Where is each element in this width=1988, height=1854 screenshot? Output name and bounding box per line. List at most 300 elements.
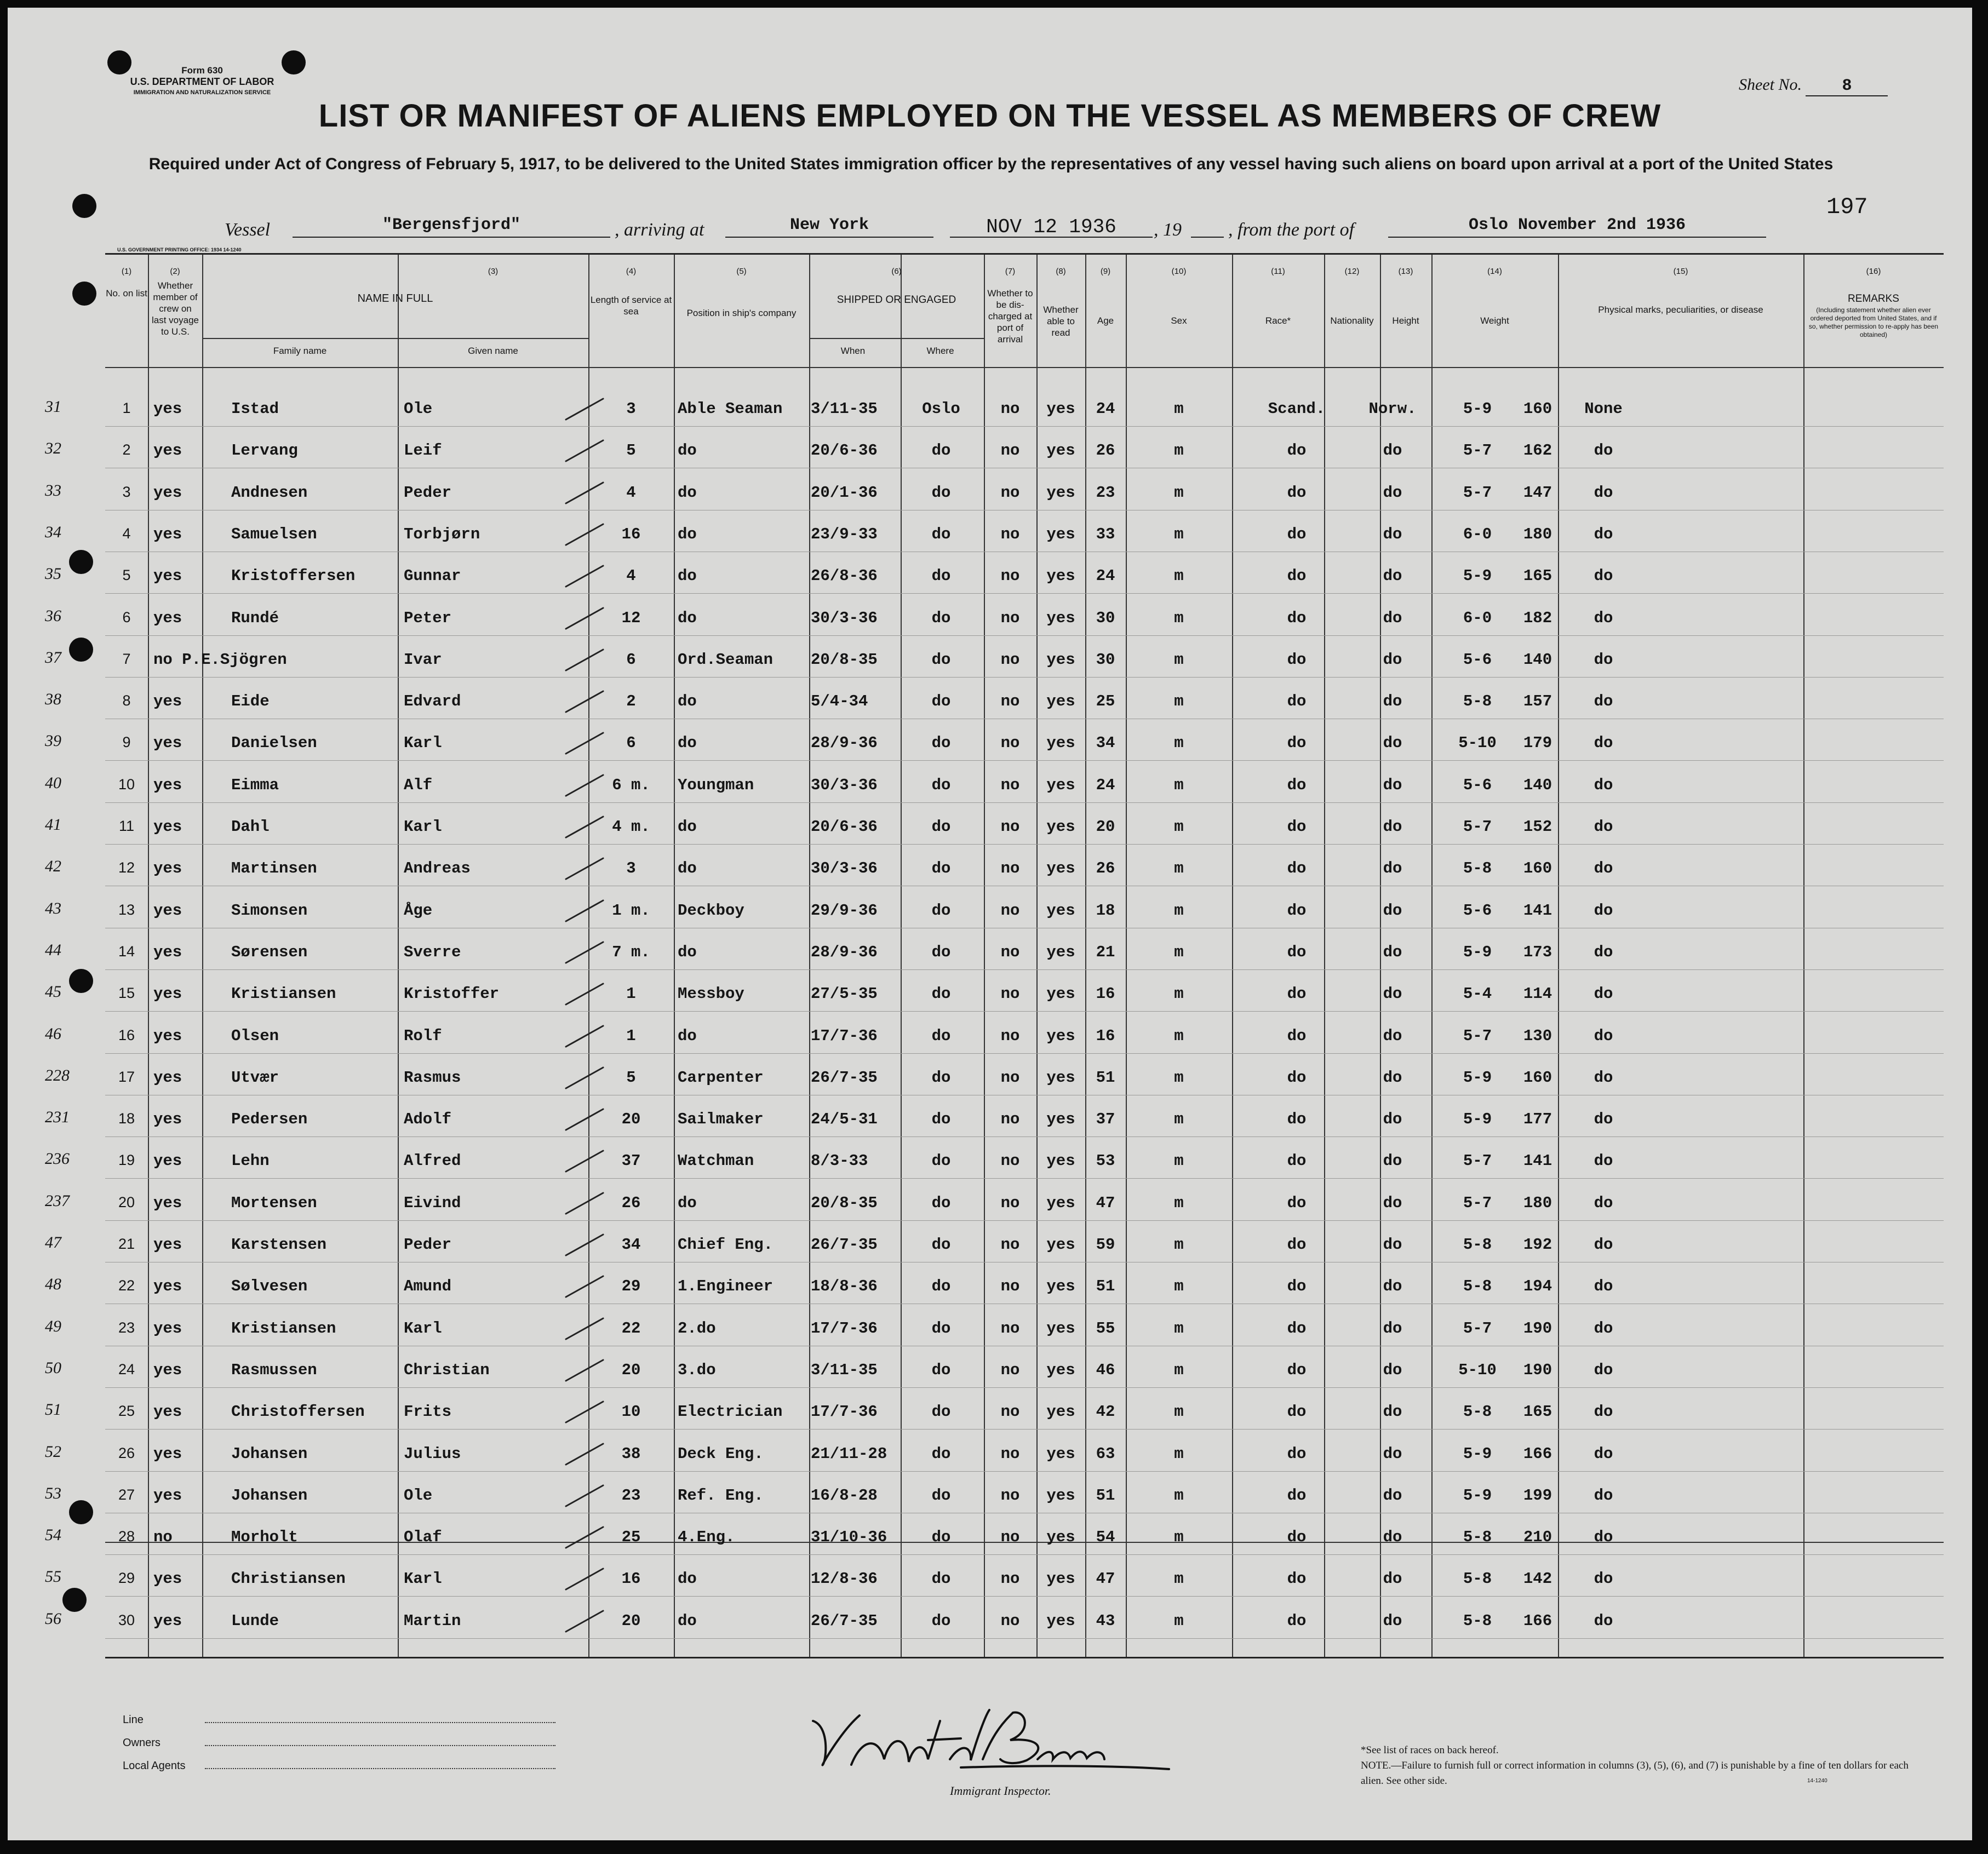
cell-discharged: no [1000,1611,1020,1630]
cell-marks: do [1594,943,1613,961]
cell-race: do [1287,1026,1307,1045]
cell-crew: yes [153,525,182,543]
cell-nationality: do [1383,1277,1402,1296]
row-rule [105,635,1944,636]
cell-weight: 190 [1523,1361,1552,1379]
cell-nationality: do [1383,1236,1402,1254]
row-rule [105,1053,1944,1054]
margin-number: 37 [45,648,61,667]
cell-read: yes [1046,483,1075,502]
col-header-nationality: Nationality [1330,315,1374,326]
margin-number: 33 [45,481,61,500]
cell-weight: 147 [1523,483,1552,502]
col-header-age: Age [1097,315,1114,326]
cell-when: 30/3-36 [811,609,878,627]
year-label: , 19 [1154,220,1182,240]
row-rule [105,593,1944,594]
row-number: 30 [118,1611,135,1628]
margin-number: 34 [45,523,61,541]
cell-marks: do [1594,985,1613,1003]
row-number: 16 [118,1026,135,1043]
agents-blank [205,1768,555,1769]
check-mark [563,1524,606,1551]
check-mark [563,772,606,799]
row-number: 22 [118,1277,135,1294]
row-number: 26 [118,1444,135,1461]
cell-where: do [931,859,951,878]
cell-family: Pedersen [231,1110,308,1129]
cell-crew: yes [153,1152,182,1170]
col-num-2: (2) [170,267,180,276]
check-mark [563,939,606,966]
cell-service: 4 [626,483,636,502]
cell-given: Karl [404,1570,442,1588]
cell-age: 51 [1096,1277,1115,1296]
cell-given: Andreas [404,859,471,878]
cell-where: do [931,1319,951,1338]
cell-discharged: no [1000,943,1020,961]
cell-position: Sailmaker [678,1110,764,1129]
cell-nationality: do [1383,1486,1402,1505]
check-mark [563,1482,606,1509]
punch-hole [69,638,93,662]
cell-when: 27/5-35 [811,985,878,1003]
cell-nationality: do [1383,901,1402,920]
cell-where: do [931,776,951,794]
cell-sex: m [1174,1110,1184,1129]
cell-race: do [1287,1236,1307,1254]
cell-discharged: no [1000,1319,1020,1338]
cell-service: 12 [621,609,641,627]
cell-crew: yes [153,859,182,878]
cell-sex: m [1174,901,1184,920]
cell-family: Johansen [231,1486,308,1505]
cell-when: 20/8-35 [811,650,878,669]
cell-crew: yes [153,734,182,753]
cell-race: do [1287,859,1307,878]
cell-crew: yes [153,985,182,1003]
cell-given: Ivar [404,650,442,669]
row-rule [105,1387,1944,1388]
cell-marks: do [1594,650,1613,669]
cell-crew: no P.E.Sjögren [153,650,287,669]
cell-read: yes [1046,1193,1075,1212]
row-number: 3 [122,483,131,500]
cell-when: 31/10-36 [811,1528,887,1547]
cell-service: 3 [626,859,636,878]
cell-discharged: no [1000,1026,1020,1045]
cell-sex: m [1174,1193,1184,1212]
row-rule [105,802,1944,803]
cell-crew: yes [153,943,182,961]
cell-family: Olsen [231,1026,279,1045]
cell-when: 26/7-35 [811,1611,878,1630]
cell-service: 20 [621,1361,641,1379]
check-mark [563,1398,606,1426]
cell-when: 3/11-35 [811,400,878,418]
col-num-14: (14) [1487,267,1502,276]
cell-weight: 114 [1523,985,1552,1003]
cell-marks: do [1594,1361,1613,1379]
cell-discharged: no [1000,776,1020,794]
cell-marks: do [1594,441,1613,460]
cell-read: yes [1046,859,1075,878]
cell-discharged: no [1000,1068,1020,1087]
cell-read: yes [1046,1361,1075,1379]
cell-age: 26 [1096,441,1115,460]
margin-number: 46 [45,1024,61,1043]
cell-weight: 130 [1523,1026,1552,1045]
cell-service: 29 [621,1277,641,1296]
margin-number: 54 [45,1526,61,1545]
cell-crew: yes [153,567,182,586]
cell-read: yes [1046,567,1075,586]
cell-nationality: do [1383,483,1402,502]
cell-when: 16/8-28 [811,1486,878,1505]
cell-discharged: no [1000,818,1020,836]
cell-service: 7 m. [612,943,650,961]
cell-when: 17/7-36 [811,1026,878,1045]
cell-race: do [1287,734,1307,753]
cell-given: Åge [404,901,433,920]
printing-office-line: U.S. GOVERNMENT PRINTING OFFICE: 1934 14-1240 [117,247,242,252]
cell-weight: 160 [1523,859,1552,878]
vessel-name: "Bergensfjord" [293,216,610,238]
cell-crew: yes [153,901,182,920]
cell-given: Sverre [404,943,461,961]
cell-sex: m [1174,943,1184,961]
check-mark [563,562,606,590]
cell-when: 20/8-35 [811,1193,878,1212]
check-mark [563,1608,606,1635]
row-number: 19 [118,1152,135,1169]
row-rule [105,1638,1944,1639]
cell-height: 5-9 [1463,567,1492,586]
cell-age: 26 [1096,859,1115,878]
cell-race: do [1287,1277,1307,1296]
cell-discharged: no [1000,483,1020,502]
margin-number: 237 [45,1191,70,1210]
cell-height: 6-0 [1463,525,1492,543]
punch-hole [69,969,93,993]
col-num-6: (6) [891,267,902,276]
cell-race: do [1287,1068,1307,1087]
cell-read: yes [1046,734,1075,753]
cell-where: do [931,692,951,711]
cell-marks: do [1594,609,1613,627]
cell-family: Utvær [231,1068,279,1087]
cell-sex: m [1174,567,1184,586]
cell-sex: m [1174,1361,1184,1379]
cell-sex: m [1174,1486,1184,1505]
cell-age: 33 [1096,525,1115,543]
cell-weight: 210 [1523,1528,1552,1547]
cell-nationality: do [1383,609,1402,627]
cell-service: 1 [626,1026,636,1045]
cell-nationality: do [1383,1403,1402,1421]
penalty-note: NOTE.—Failure to furnish full or correct information in columns (3), (5), (6), and (7) is punishable by a fine of ten dollars for each alien. See other side. [1361,1760,1909,1787]
cell-given: Alf [404,776,433,794]
cell-marks: do [1594,1277,1613,1296]
cell-sex: m [1174,525,1184,543]
cell-service: 25 [621,1528,641,1547]
cell-sex: m [1174,609,1184,627]
col-header-when: When [840,346,866,356]
cell-marks: do [1594,1319,1613,1338]
cell-race: do [1287,609,1307,627]
cell-service: 34 [621,1236,641,1254]
cell-when: 28/9-36 [811,734,878,753]
row-number: 14 [118,943,135,960]
cell-when: 5/4-34 [811,692,868,711]
cell-where: do [931,1403,951,1421]
cell-weight: 190 [1523,1319,1552,1338]
row-number: 28 [118,1528,135,1545]
service-name: IMMIGRATION AND NATURALIZATION SERVICE [133,89,271,96]
manifest-sheet [8,8,1972,1840]
cell-family: Eide [231,692,270,711]
check-mark [563,1231,606,1259]
row-number: 5 [122,567,131,584]
cell-where: Oslo [922,400,960,418]
cell-sex: m [1174,1444,1184,1463]
check-mark [563,1147,606,1175]
cell-given: Kristoffer [404,985,500,1003]
cell-sex: m [1174,441,1184,460]
col-header-family: Family name [273,346,327,356]
cell-family: Simonsen [231,901,308,920]
row-rule [105,1554,1944,1555]
cell-given: Eivind [404,1193,461,1212]
cell-given: Ole [404,400,433,418]
check-mark [563,1190,606,1217]
col-header-shipped: SHIPPED OR ENGAGED [837,294,956,306]
cell-position: Carpenter [678,1068,764,1087]
cell-where: do [931,567,951,586]
cell-race: do [1287,1361,1307,1379]
cell-position: do [678,692,697,711]
cell-weight: 194 [1523,1277,1552,1296]
cell-marks: do [1594,1611,1613,1630]
cell-where: do [931,1277,951,1296]
margin-number: 51 [45,1400,61,1419]
check-mark [563,1440,606,1468]
check-mark [563,730,606,757]
col-num-11: (11) [1271,267,1285,276]
cell-position: do [678,734,697,753]
cell-position: do [678,1611,697,1630]
row-rule [105,1011,1944,1012]
cell-discharged: no [1000,525,1020,543]
cell-marks: do [1594,692,1613,711]
cell-discharged: no [1000,1361,1020,1379]
cell-service: 5 [626,441,636,460]
cell-read: yes [1046,1110,1075,1129]
cell-height: 5-7 [1463,1026,1492,1045]
sheet-label: Sheet No. [1739,76,1802,94]
cell-when: 12/8-36 [811,1570,878,1588]
cell-crew: yes [153,609,182,627]
row-rule [105,677,1944,678]
cell-family: Morholt [231,1528,298,1547]
cell-discharged: no [1000,985,1020,1003]
cell-height: 5-8 [1463,692,1492,711]
row-rule [105,426,1944,427]
cell-nationality: do [1383,943,1402,961]
cell-marks: do [1594,567,1613,586]
cell-discharged: no [1000,1570,1020,1588]
check-mark [563,897,606,925]
cell-marks: do [1594,483,1613,502]
cell-marks: do [1594,1026,1613,1045]
punch-hole [69,1500,93,1524]
cell-family: Rasmussen [231,1361,317,1379]
margin-number: 49 [45,1317,61,1335]
cell-family: Dahl [231,818,270,836]
cell-where: do [931,1236,951,1254]
margin-number: 228 [45,1066,70,1084]
check-mark [563,1023,606,1050]
cell-discharged: no [1000,1152,1020,1170]
cell-sex: m [1174,692,1184,711]
check-mark [563,646,606,674]
cell-race: do [1287,1486,1307,1505]
cell-sex: m [1174,1236,1184,1254]
cell-weight: 199 [1523,1486,1552,1505]
cell-read: yes [1046,1570,1075,1588]
cell-marks: do [1594,734,1613,753]
cell-where: do [931,901,951,920]
cell-family: Rundé [231,609,279,627]
cell-race: do [1287,567,1307,586]
cell-race: do [1287,901,1307,920]
arrival-port: New York [725,216,933,238]
cell-age: 18 [1096,901,1115,920]
col-num-7: (7) [1005,267,1016,276]
cell-read: yes [1046,1068,1075,1087]
row-number: 7 [122,650,131,667]
cell-when: 20/1-36 [811,483,878,502]
signature-label: Immigrant Inspector. [950,1784,1051,1798]
cell-when: 26/8-36 [811,567,878,586]
line-label: Line [123,1714,144,1726]
cell-marks: do [1594,1486,1613,1505]
cell-sex: m [1174,1068,1184,1087]
cell-weight: 160 [1523,400,1552,418]
cell-height: 5-9 [1463,1486,1492,1505]
cell-when: 23/9-33 [811,525,878,543]
cell-weight: 165 [1523,567,1552,586]
cell-where: do [931,609,951,627]
cell-weight: 177 [1523,1110,1552,1129]
cell-age: 37 [1096,1110,1115,1129]
cell-race: do [1287,1570,1307,1588]
cell-crew: yes [153,1570,182,1588]
cell-where: do [931,441,951,460]
cell-crew: yes [153,776,182,794]
margin-number: 236 [45,1150,70,1168]
cell-race: do [1287,1319,1307,1338]
sheet-value: 8 [1806,77,1888,96]
owners-blank [205,1745,555,1746]
margin-number: 39 [45,732,61,750]
cell-position: 1.Engineer [678,1277,774,1296]
cell-when: 8/3-33 [811,1152,868,1170]
cell-read: yes [1046,1403,1075,1421]
cell-sex: m [1174,818,1184,836]
cell-service: 4 [626,567,636,586]
col-header-service: Length of service at sea [590,295,672,317]
cell-race: do [1287,1193,1307,1212]
margin-number: 50 [45,1358,61,1377]
cell-weight: 165 [1523,1403,1552,1421]
cell-service: 6 [626,734,636,753]
cell-where: do [931,943,951,961]
cell-sex: m [1174,1570,1184,1588]
cell-family: Kristiansen [231,1319,336,1338]
cell-where: do [931,985,951,1003]
cell-discharged: no [1000,901,1020,920]
row-number: 27 [118,1486,135,1503]
cell-age: 16 [1096,985,1115,1003]
year-blank [1191,216,1224,238]
cell-read: yes [1046,1277,1075,1296]
check-mark [563,1565,606,1593]
check-mark [563,395,606,423]
check-mark [563,813,606,841]
cell-read: yes [1046,441,1075,460]
cell-weight: 192 [1523,1236,1552,1254]
row-number: 6 [122,609,131,625]
margin-number: 56 [45,1609,61,1628]
cell-read: yes [1046,901,1075,920]
cell-age: 16 [1096,1026,1115,1045]
cell-marks: do [1594,1570,1613,1588]
cell-family: Eimma [231,776,279,794]
cell-height: 5-6 [1463,650,1492,669]
row-rule [105,969,1944,970]
cell-nationality: do [1383,650,1402,669]
cell-sex: m [1174,1611,1184,1630]
row-rule [105,1596,1944,1597]
cell-position: do [678,1026,697,1045]
cell-discharged: no [1000,400,1020,418]
cell-marks: None [1584,400,1623,418]
cell-crew: yes [153,1403,182,1421]
cell-weight: 173 [1523,943,1552,961]
check-mark [563,437,606,464]
cell-nationality: do [1383,692,1402,711]
punch-hole [72,282,96,306]
cell-given: Torbjørn [404,525,480,543]
row-number: 9 [122,734,131,751]
cell-read: yes [1046,1152,1075,1170]
agents-label: Local Agents [123,1760,186,1772]
check-mark [563,980,606,1008]
cell-crew: yes [153,1486,182,1505]
cell-family: Sølvesen [231,1277,308,1296]
cell-service: 6 [626,650,636,669]
cell-height: 5-10 [1458,1361,1497,1379]
cell-height: 5-7 [1463,818,1492,836]
cell-where: do [931,1026,951,1045]
cell-when: 17/7-36 [811,1403,878,1421]
cell-given: Olaf [404,1528,442,1547]
cell-sex: m [1174,1152,1184,1170]
row-number: 25 [118,1403,135,1420]
cell-service: 2 [626,692,636,711]
cell-height: 5-9 [1463,400,1492,418]
